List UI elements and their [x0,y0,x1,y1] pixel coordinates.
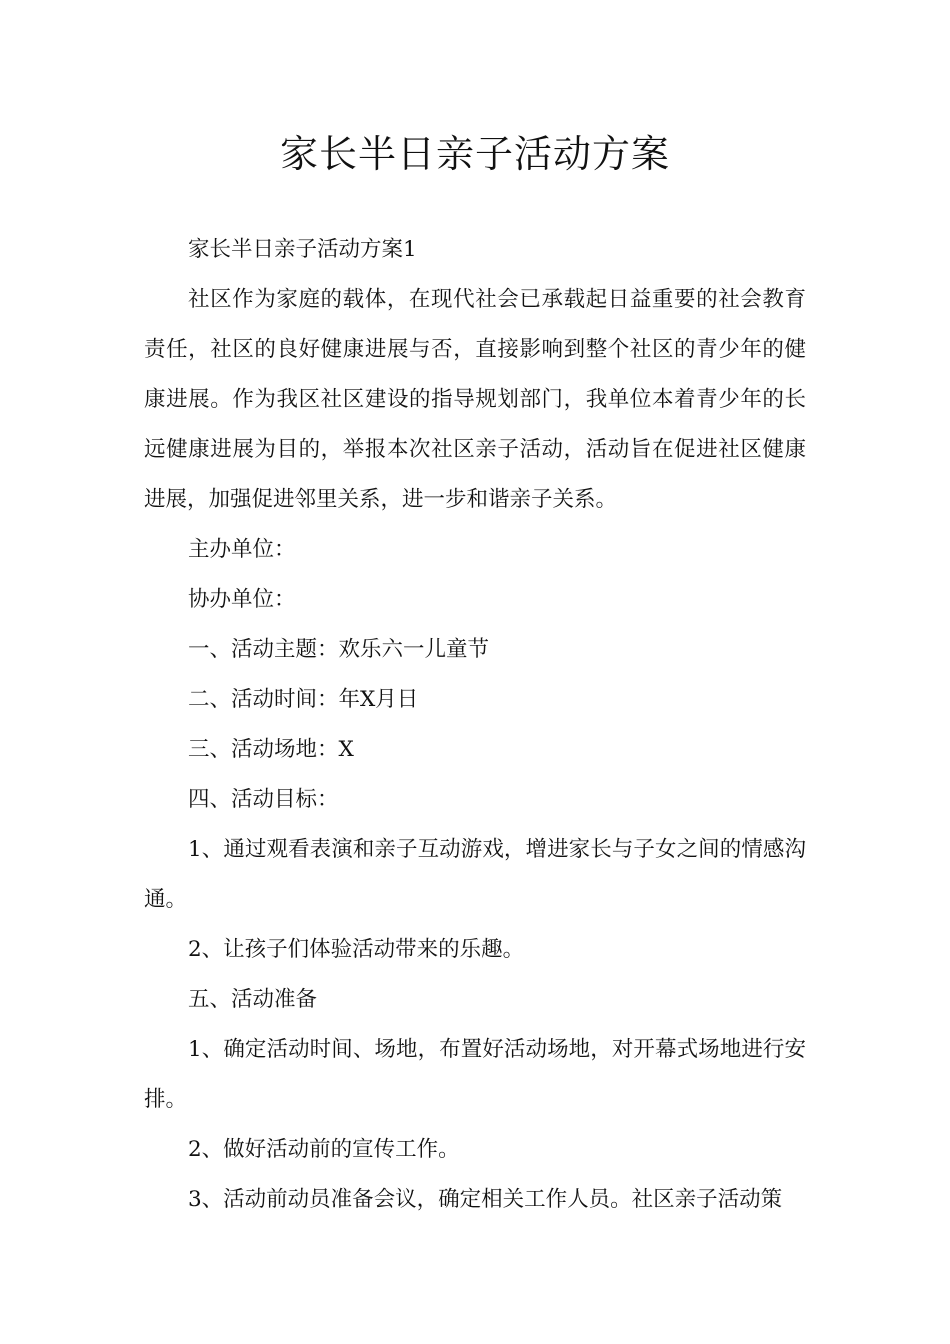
paragraph-venue: 三、活动场地：X [188,737,354,762]
paragraph-prep-3: 3、活动前动员准备会议，确定相关工作人员。社区亲子活动策 [188,1187,783,1212]
paragraph-organizer: 主办单位： [188,537,296,562]
paragraph-co-organizer: 协办单位： [188,587,296,612]
paragraph-prep-1: 1、确定活动时间、场地，布置好活动场地，对开幕式场地进行安排。 [144,1037,806,1112]
document-body [144,225,806,1225]
paragraph-time: 二、活动时间：年X月日 [188,687,419,712]
paragraph-prep-2: 2、做好活动前的宣传工作。 [188,1137,460,1162]
paragraph-prep-heading: 五、活动准备 [188,987,318,1012]
document-title: 家长半日亲子活动方案 [279,132,670,176]
paragraph-goals-heading: 四、活动目标： [188,787,339,812]
paragraph-intro: 社区作为家庭的载体，在现代社会已承载起日益重要的社会教育责任，社区的良好健康进展与否，直接影响到整个社区的青少年的健康进展。作为我区社区建设的指导规划部门，我单位本着青少年的长远健康进展为目的，举报本次社区亲子活动，活动旨在促进社区健康进展，加强促进邻里关系，进一步和谐亲子关系。 [144,287,806,512]
paragraph-theme: 一、活动主题：欢乐六一儿童节 [188,637,490,662]
paragraph-subtitle: 家长半日亲子活动方案1 [188,237,417,262]
paragraph-goal-2: 2、让孩子们体验活动带来的乐趣。 [188,937,525,962]
paragraph-goal-1: 1、通过观看表演和亲子互动游戏，增进家长与子女之间的情感沟通。 [144,837,806,912]
